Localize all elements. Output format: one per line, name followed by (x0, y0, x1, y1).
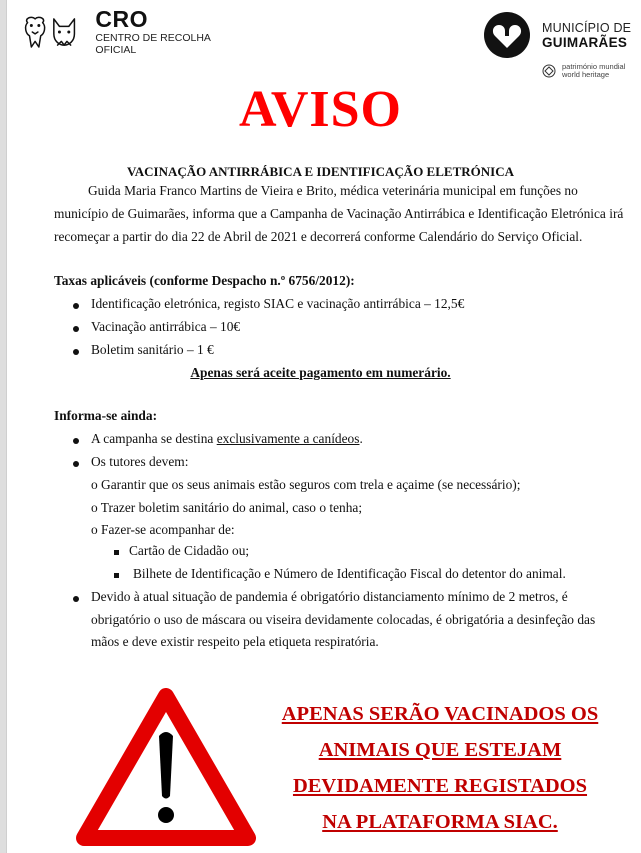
campanha-item (91, 431, 363, 447)
world-heritage-mark (542, 63, 625, 79)
tutores-sub-item: o Trazer boletim sanitário do animal, caso o tenha; (91, 500, 363, 515)
warning-line: NA PLATAFORMA SIAC. (322, 811, 558, 833)
informa-heading: Informa-se ainda: (54, 408, 158, 423)
taxa-item: Identificação eletrónica, registo SIAC e vacinação antirrábica – 12,5€ (91, 296, 465, 311)
municipio-line1: MUNICÍPIO DE (542, 21, 632, 35)
document-item: Bilhete de Identificação e Número de Identificação Fiscal do detentor do animal. (133, 566, 566, 581)
square-bullet-icon (114, 573, 119, 578)
cro-subtitle: CENTRO DE RECOLHA OFICIAL (95, 32, 211, 56)
heritage-line1: património mundial (562, 62, 626, 71)
municipio-guimaraes-logo (480, 8, 640, 88)
bullet-icon (73, 303, 79, 309)
dog-faces-icon (22, 12, 89, 52)
document-item: Cartão de Cidadão ou; (129, 543, 250, 558)
pandemia-line: obrigatório o uso de máscara ou viseira devidamente colocadas, é obrigatória a desinfeção das (91, 612, 596, 627)
cro-logo (22, 6, 244, 56)
heart-circle-icon (484, 12, 530, 58)
intro-line-3: recomeçar a partir do dia 22 de Abril de 2021 e decorrerá conforme Calendário do Serviço Oficial. (54, 229, 583, 244)
bullet-icon (73, 349, 79, 355)
warning-triangle-icon (76, 688, 256, 850)
campanha-suffix: . (359, 431, 363, 446)
pandemia-line: mãos e deve existir respeito pela etiqueta respiratória. (91, 634, 379, 649)
payment-note: Apenas será aceite pagamento em numerário. (190, 365, 451, 380)
cro-title: CRO (95, 6, 149, 32)
campanha-prefix: A campanha se destina (91, 431, 217, 446)
bullet-icon (73, 438, 79, 444)
aviso-heading: AVISO (238, 81, 402, 138)
bullet-icon (73, 461, 79, 467)
municipio-line2: GUIMARÃES (542, 35, 628, 50)
document-title: VACINAÇÃO ANTIRRÁBICA E IDENTIFICAÇÃO ELETRÓNICA (127, 164, 514, 179)
heritage-line2: world heritage (562, 70, 610, 79)
pandemia-line: Devido à atual situação de pandemia é obrigatório distanciamento mínimo de 2 metros, é (91, 589, 568, 604)
campanha-emphasis: exclusivamente a canídeos (216, 431, 360, 446)
intro-line-2: município de Guimarães, informa que a Campanha de Vacinação Antirrábica e Identificação Eletrónica irá (54, 206, 624, 221)
bullet-icon (73, 596, 79, 602)
square-bullet-icon (114, 550, 119, 555)
tutores-item: Os tutores devem: (91, 454, 189, 469)
world-heritage-icon (542, 64, 556, 78)
taxa-item: Vacinação antirrábica – 10€ (91, 319, 241, 334)
bullet-icon (73, 326, 79, 332)
tutores-sub-item: o Fazer-se acompanhar de: (91, 522, 235, 537)
warning-line: APENAS SERÃO VACINADOS OS (281, 703, 599, 725)
taxas-heading: Taxas aplicáveis (conforme Despacho n.º 6756/2012): (54, 273, 355, 288)
warning-line: DEVIDAMENTE REGISTADOS (292, 775, 588, 797)
taxa-item: Boletim sanitário – 1 € (91, 342, 214, 357)
warning-line: ANIMAIS QUE ESTEJAM (318, 739, 562, 761)
intro-line-1: Guida Maria Franco Martins de Vieira e Brito, médica veterinária municipal em funções no (88, 183, 578, 198)
tutores-sub-item: o Garantir que os seus animais estão seguros com trela e açaime (se necessário); (91, 477, 521, 492)
